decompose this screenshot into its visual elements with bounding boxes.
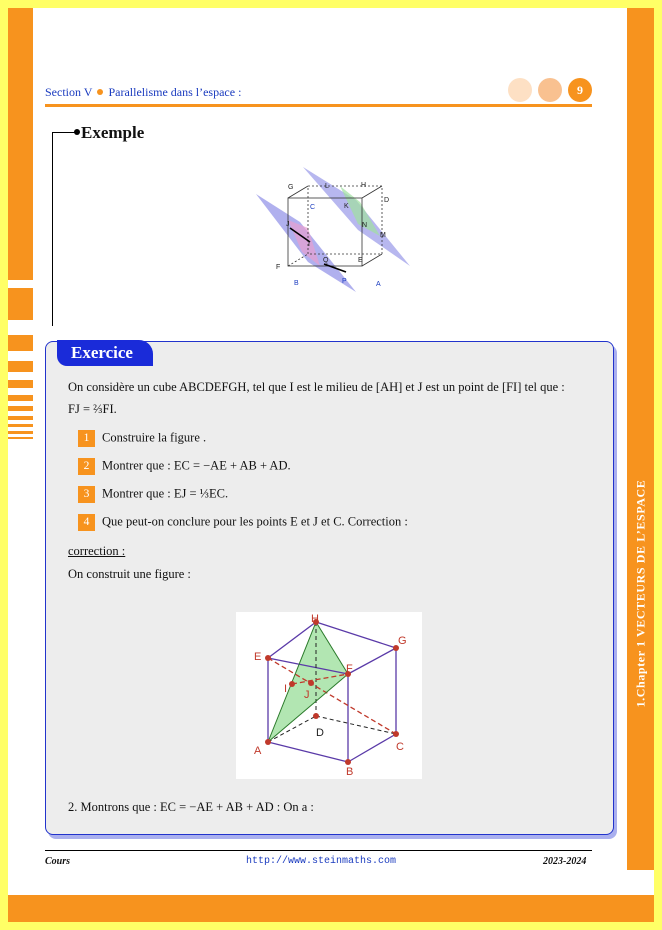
fig-label-K: K xyxy=(344,203,349,210)
exercise-item xyxy=(78,458,291,475)
fig-label-P: P xyxy=(342,278,347,285)
fig-label-Q: Q xyxy=(323,257,329,264)
exercise-intro: On considère un cube ABCDEFGH, tel que I est le milieu de [AH] et J est un point de [FI] tel que : xyxy=(68,380,565,394)
cube-label-F: F xyxy=(346,663,353,675)
left-decor-stripe xyxy=(8,406,33,411)
left-decor-stripe xyxy=(8,335,33,351)
cube-label-A: A xyxy=(254,745,262,757)
left-decor-stripe xyxy=(8,361,33,372)
page-badge xyxy=(508,78,592,102)
section-number: Section V xyxy=(45,85,93,99)
exercise-item xyxy=(78,486,228,503)
exercise-item xyxy=(78,514,408,531)
item-text: Construire la figure . xyxy=(102,430,207,445)
example-title: Exemple xyxy=(81,123,145,142)
step-two-text: 2. Montrons que : EC = −AE + AB + AD : On a : xyxy=(68,800,314,814)
fig-label-I: I xyxy=(308,241,310,248)
cube-label-B: B xyxy=(346,766,354,778)
footer-divider xyxy=(45,850,592,851)
chapter-side-title-text: 1.Chapter 1 VECTEURS DE L’ESPACE xyxy=(633,479,647,707)
cube-label-J: J xyxy=(304,689,310,701)
item-text: Montrer que : EJ = ⅓EC. xyxy=(102,486,229,501)
cube-label-D: D xyxy=(316,727,324,739)
left-decor-bar xyxy=(8,8,33,280)
fig-label-E: E xyxy=(358,257,363,264)
fig-label-A: A xyxy=(376,281,381,288)
item-number: 3 xyxy=(78,486,95,503)
cube-label-H: H xyxy=(311,613,319,625)
fig-label-C: C xyxy=(310,204,316,211)
example-line xyxy=(52,132,53,326)
right-decor-bar xyxy=(627,8,654,870)
section-label xyxy=(45,85,241,100)
item-text: Montrer que : EC = −AE + AB + AD. xyxy=(102,458,291,473)
fig-label-L: L xyxy=(325,183,329,190)
decor-circle xyxy=(538,78,562,102)
item-number: 4 xyxy=(78,514,95,531)
cube-label-G: G xyxy=(398,635,407,647)
fig-label-N: N xyxy=(362,222,368,229)
exercise-intro-formula: FJ = ⅔FI. xyxy=(68,402,117,416)
exercise-item xyxy=(78,430,206,447)
bullet-icon xyxy=(97,89,103,95)
section-title: Parallelisme dans l’espace : xyxy=(108,85,242,99)
example-bullet-icon xyxy=(74,129,80,135)
fig-label-G: G xyxy=(288,184,294,191)
example-figure xyxy=(248,162,418,296)
chapter-side-title xyxy=(627,458,654,728)
left-decor-stripe xyxy=(8,424,33,427)
footer-course: Cours xyxy=(45,856,71,867)
left-decor-stripe xyxy=(8,437,33,439)
left-decor-stripe xyxy=(8,431,33,434)
item-number: 1 xyxy=(78,430,95,447)
fig-label-H: H xyxy=(361,182,367,189)
left-decor-stripe xyxy=(8,416,33,420)
correction-label: correction : xyxy=(68,544,126,558)
left-decor-stripe xyxy=(8,288,33,320)
page-header xyxy=(45,78,592,107)
exercise-title: Exercice xyxy=(71,343,133,362)
cube-figure xyxy=(236,612,422,779)
page-number: 9 xyxy=(568,78,592,102)
fig-label-F: F xyxy=(276,264,281,271)
footer-year: 2023-2024 xyxy=(543,856,587,867)
bottom-decor-bar xyxy=(8,895,654,922)
footer-url-link[interactable]: http://www.steinmaths.com xyxy=(246,856,397,867)
decor-circle xyxy=(508,78,532,102)
cube-label-E: E xyxy=(254,651,262,663)
fig-label-J: J xyxy=(286,221,290,228)
fig-label-B: B xyxy=(294,280,299,287)
fig-label-D: D xyxy=(384,197,390,204)
left-decor-stripe xyxy=(8,380,33,388)
item-number: 2 xyxy=(78,458,95,475)
cube-label-I: I xyxy=(284,683,288,695)
fig-label-M: M xyxy=(380,232,386,239)
item-text: Que peut-on conclure pour les points E et J et C. Correction : xyxy=(102,514,408,529)
construct-text: On construit une figure : xyxy=(68,567,191,581)
cube-label-C: C xyxy=(396,741,404,753)
left-decor-stripe xyxy=(8,395,33,401)
